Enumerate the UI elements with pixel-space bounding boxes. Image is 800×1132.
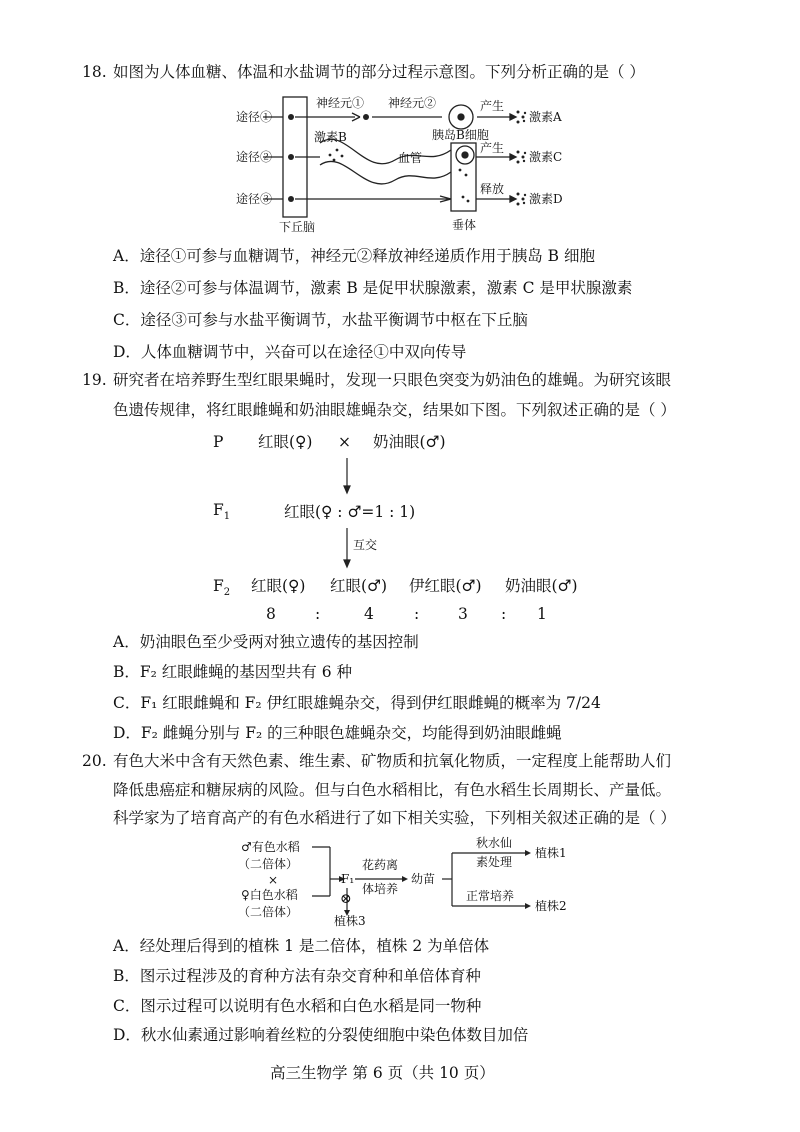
q18-option-d: D．人体血糖调节中，兴奋可以在途径①中双向传导 — [113, 343, 467, 361]
f2-ratio-1: 8 — [266, 605, 276, 623]
q20-option-d: D．秋水仙素通过影响着丝粒的分裂使细胞中染色体数目加倍 — [113, 1026, 529, 1044]
question-20-number: 20. — [82, 752, 107, 770]
f2-ratio-sep-1: : — [315, 605, 321, 623]
path-1-label: 途径① — [236, 110, 273, 124]
f2-ratio-sep-2: : — [414, 605, 420, 623]
normal-culture: 正常培养 — [466, 889, 515, 903]
plant-2: 植株2 — [535, 899, 567, 913]
question-19-number: 19. — [82, 371, 107, 389]
f2-type-3: 伊红眼(♂) — [409, 577, 482, 595]
q19-option-b: B．F₂ 红眼雌蝇的基因型共有 6 种 — [113, 663, 353, 681]
f1-result: 红眼(♀ : ♂=1 : 1) — [284, 503, 416, 521]
q20-option-a: A．经处理后得到的植株 1 是二倍体，植株 2 为单倍体 — [113, 937, 490, 955]
question-20-stem-line3: 科学家为了培育高产的有色水稻进行了如下相关实验，下列相关叙述正确的是（ ） — [113, 809, 676, 827]
hormone-b-label: 激素B — [314, 130, 347, 144]
f2-ratio-4: 1 — [537, 605, 547, 623]
question-18-number: 18. — [82, 63, 107, 81]
neuron-1-label: 神经元① — [316, 96, 365, 110]
f2-type-2: 红眼(♂) — [330, 577, 387, 595]
hormone-c-label: 激素C — [529, 150, 563, 164]
f2-type-4: 奶油眼(♂) — [505, 577, 578, 595]
plant-1: 植株1 — [535, 846, 567, 860]
hypothalamus-label: 下丘脑 — [279, 220, 316, 234]
path-3-label: 途径③ — [236, 192, 273, 206]
male-parent: ♂有色水稻 — [241, 840, 300, 854]
p-female: 红眼(♀) — [258, 433, 313, 451]
cross-symbol: × — [338, 433, 351, 451]
question-18-stem: 如图为人体血糖、体温和水盐调节的部分过程示意图。下列分析正确的是（ ） — [113, 63, 645, 81]
pituitary-label: 垂体 — [452, 218, 477, 232]
q20-option-c: C．图示过程可以说明有色水稻和白色水稻是同一物种 — [113, 997, 482, 1015]
q18-option-c: C．途径③可参与水盐平衡调节，水盐平衡调节中枢在下丘脑 — [113, 311, 528, 329]
vessel-label: 血管 — [398, 151, 423, 165]
anther-culture-line1: 花药离 — [362, 858, 399, 872]
question-19-stem-line1: 研究者在培养野生型红眼果蝇时，发现一只眼色突变为奶油色的雄蝇。为研究该眼 — [113, 371, 672, 389]
f2-type-1: 红眼(♀) — [251, 577, 306, 595]
hormone-d-label: 激素D — [529, 192, 563, 206]
q19-option-d: D．F₂ 雌蝇分别与 F₂ 的三种眼色雄蝇杂交，均能得到奶油眼雌蝇 — [113, 724, 562, 742]
seedling: 幼苗 — [411, 872, 436, 886]
neuron-2-label: 神经元② — [388, 96, 437, 110]
f1-label: $F_1$ — [213, 501, 231, 523]
intercross-label: 互交 — [353, 538, 378, 552]
hormone-a-label: 激素A — [529, 110, 562, 124]
q18-option-b: B．途径②可参与体温调节，激素 B 是促甲状腺激素，激素 C 是甲状腺激素 — [113, 279, 633, 297]
q19-option-a: A．奶油眼色至少受两对独立遗传的基因控制 — [113, 633, 419, 651]
question-20-stem-line2: 降低患癌症和糖尿病的风险。但与白色水稻相比，有色水稻生长周期长、产量低。 — [113, 781, 672, 799]
plant-3: 植株3 — [334, 914, 366, 928]
release-label: 释放 — [480, 182, 505, 196]
produce-label-2: 产生 — [480, 141, 505, 155]
f2-ratio-2: 4 — [364, 605, 374, 623]
f2-label: $F_2$ — [213, 577, 231, 599]
f2-ratio-3: 3 — [458, 605, 468, 623]
page-footer: 高三生物学 第 6 页（共 10 页） — [270, 1064, 495, 1082]
p-generation-label: P — [213, 433, 224, 451]
cross-x: × — [268, 873, 279, 887]
q18-option-a: A．途径①可参与血糖调节，神经元②释放神经递质作用于胰岛 B 细胞 — [113, 247, 595, 265]
female-parent: ♀白色水稻 — [241, 888, 298, 902]
produce-label-1: 产生 — [480, 99, 505, 113]
p-male: 奶油眼(♂) — [373, 433, 446, 451]
diploid-label-1: （二倍体） — [238, 857, 299, 871]
colchicine-line2: 素处理 — [476, 855, 513, 869]
selfing-symbol: ⊗ — [340, 891, 352, 907]
colchicine-line1: 秋水仙 — [476, 836, 513, 850]
q20-option-b: B．图示过程涉及的育种方法有杂交育种和单倍体育种 — [113, 967, 481, 985]
islet-b-cell-label: 胰岛B细胞 — [432, 128, 489, 142]
path-2-label: 途径② — [236, 150, 273, 164]
diploid-label-2: （二倍体） — [238, 905, 299, 919]
q19-option-c: C．F₁ 红眼雌蝇和 F₂ 伊红眼雄蝇杂交，得到伊红眼雌蝇的概率为 7/24 — [113, 694, 601, 712]
f2-ratio-sep-3: : — [501, 605, 507, 623]
f1-node: F₁ — [341, 872, 355, 886]
question-20-stem-line1: 有色大米中含有天然色素、维生素、矿物质和抗氧化物质，一定程度上能帮助人们 — [113, 752, 672, 770]
anther-culture-line2: 体培养 — [362, 882, 399, 896]
question-19-stem-line2: 色遗传规律，将红眼雌蝇和奶油眼雄蝇杂交，结果如下图。下列叙述正确的是（ ） — [113, 401, 676, 419]
